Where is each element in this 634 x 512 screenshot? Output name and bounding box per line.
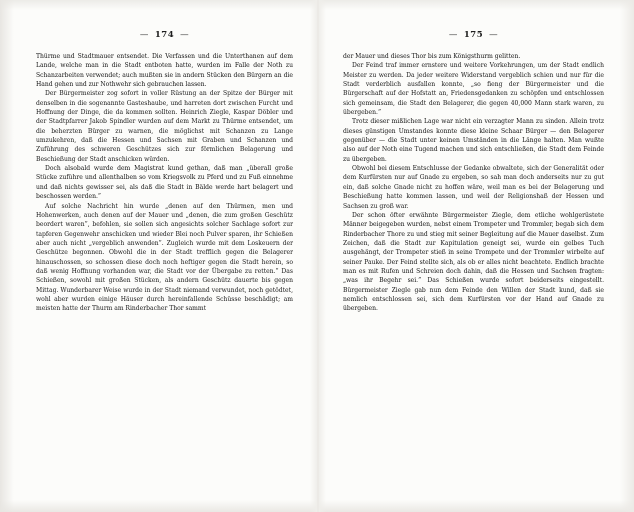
header-rule-left: —	[448, 30, 458, 40]
right-page-folio: 175	[463, 30, 484, 40]
paragraph: der Mauer und dieses Thor bis zum Königsthurm gelitten.	[343, 53, 521, 60]
header-rule-right: —	[180, 30, 190, 40]
right-page-header	[343, 30, 604, 41]
paragraph: Auf solche Nachricht hin wurde „denen auf den Thürmen, men und Hohenwerken, auch denen auf der Mauer und „denen, die zum großen Geschütz beordert waren”, befohlen, sie sollen sich angesichts solcher Sachlage sofort zur tapferen Gegenwehr anschicken und wieder Blei noch Pulver sparen, ihr Schießen aber auch nicht „vergeblich anwenden”. Zugleich wurde mit dem Loskeuern der Geschütze begonnen. Obwohl die in der Stadt trefflich gegen die Belagerer hinauschossen, so schossen diese doch noch heftiger gegen die Stadt herein, so daß wenig Hoffnung vorhanden war, die Stadt vor der Übergabe zu retten.” Das Schießen, sowohl mit großen Stücken, als andern Geschütz dauerte bis gegen Mittag. Wunderbarer Weise wurde in der Stadt niemand verwundet, noch getödtet, wohl aber wurden einige Häuser durch hereinfallende Schüsse beschädigt; am meisten hatte der Thurm am Rinderbacher Thor sammt	[36, 202, 293, 313]
paragraph: Obwohl bei diesem Entschlusse der Gedanke obwaltete, sich der Generalität oder dem Kurfürsten nur auf Gnade zu ergeben, so sah man doch anderseits nur zu gut ein, daß solche Gnade nicht zu hoffen wäre, weil man es bei der Belagerung und Beschießung hatte kommen lassen, und weil der Religionshaß der Hessen und Sachsen zu groß war.	[343, 165, 604, 210]
paragraph: Der Feind traf immer ernstere und weitere Vorkehrungen, um der Stadt endlich Meister zu werden. Da jeder weitere Widerstand vergeblich schien und nur für die Stadt verderblich ausfallen konnte, „so fieng der Bürgermeister und die Bürgerschaft auf der Hofstatt an, Friedensgedanken zu schöpfen und entschlossen sich gemeinsam, die Stadt den Belagerer, die gegen 40,000 Mann stark waren, zu übergeben.”	[343, 62, 604, 117]
right-page	[317, 0, 634, 512]
paragraph: Thürme und Stadtmauer entsendet. Die Verfassen und die Unterthanen auf dem Lande, welche man in die Stadt entboten hatte, wurden im Falle der Noth zu Schanzarbeiten verwendet; auch mußten sie in andern Stücken den Bürgern an die Hand gehen und zur Nothwehr sich gebrauchen lassen.	[36, 53, 293, 89]
paragraph: Der Bürgermeister zog sofort in voller Rüstung an der Spitze der Bürger mit denselben in die sogenannte Gasteshaube, und harreten dort zwischen Furcht und Hoffnung der Dinge, die da kommen sollten. Heinrich Ziegle, Kaspar Döbler und der Stadtpfarrer Jakob Spindler wurden auf dem Markt zu Thürme entsendet, um die beherzten Bürger zu warnen, die möglichst mit Schanzen zu Lange umzukehren, daß die Hessen und Sachsen mit Graben und Schanzen und Zuführung des schweren Geschützes sich zur förmlichen Belagerung und Beschießung der Stadt anschicken würden.	[36, 90, 293, 163]
paragraph: Trotz dieser mißlichen Lage war nicht ein verzagter Mann zu sinden. Allein trotz dieses günstigen Umstandes konnte diese kleine Schaar Bürger — den Belagerer gegenüber — die Stadt unter keinen Umständen in die Länge halten. Man wußte also auf der Noth eine Tugend machen und sich entschließen, die Stadt dem Feinde zu übergeben.	[343, 118, 604, 163]
header-rule-right: —	[489, 30, 499, 40]
paragraph: Doch alsobald wurde dem Magistrat kund gethan, daß man „überall große Stücke zuführe und allenthalben so vom Kriegsvolk zu Pferd und zu Fuß einnehme und daß nichts gewisser sei, als daß die Stadt in Bälde werde hart belagert und beschossen werden.”	[36, 165, 293, 201]
left-page-body	[36, 52, 293, 314]
left-page-header	[36, 30, 293, 41]
right-page-body	[343, 52, 604, 314]
left-page-folio: 174	[154, 30, 175, 40]
header-rule-left: —	[139, 30, 149, 40]
paragraph: Der schon öfter erwähnte Bürgermeister Ziegle, dem etliche wohlgerüstete Männer beigegeben wurden, nebst einem Trompeter und Trommler, begab sich dem Rinderbacher Thore zu und stieg mit seiner Begleitung auf die Mauer daselbst. Zum Zeichen, daß die Stadt zur Kapitulation geneigt sei, wurde ein gelbes Tuch ausgehängt, der Trompeter stieß in seine Trompete und der Trommler wirbelte auf seiner Pauke. Der Feind stellte sich, als ob er alles nicht beachtete. Endlich brachte man es mit Rufen und Schreien doch dahin, daß die Hessen und Sachsen fragten: „was ihr Begehr sei.” Das Schießen wurde sofort beiderseits eingestellt. Bürgermeister Ziegle gab nun dem Feinde den Willen der Stadt kund, daß sie nemlich entschlossen sei, sich dem Kurfürsten vor der Hand auf Gnade zu übergeben.	[343, 211, 604, 313]
